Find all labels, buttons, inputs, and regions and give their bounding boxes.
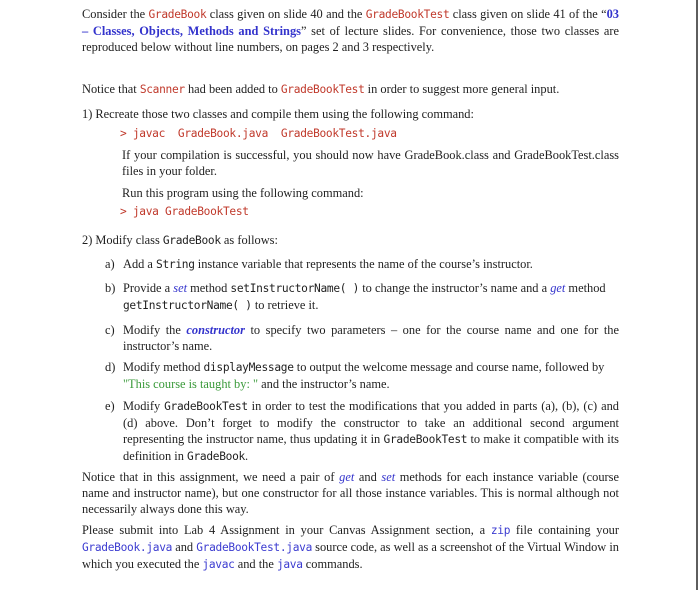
code-red-segment: GradeBook <box>148 8 207 21</box>
code-blue-segment: GradeBookTest.java <box>196 541 313 554</box>
code-red-segment: > java GradeBookTest <box>120 205 249 218</box>
text-segment: Add a <box>123 257 157 271</box>
text-segment: to retrieve it. <box>251 298 319 312</box>
code-segment: displayMessage <box>203 361 294 374</box>
code-red-segment: GradeBookTest <box>365 8 450 21</box>
code-segment: GradeBookTest <box>164 400 248 413</box>
text-segment: Consider the <box>82 7 149 21</box>
list-item-body <box>123 256 619 273</box>
list-item-a <box>82 256 619 273</box>
code-segment: GradeBook <box>162 234 221 247</box>
list-item-e <box>82 398 619 465</box>
text-segment: to output the welcome message and course name, followed by <box>293 360 605 374</box>
getset-note <box>82 469 619 517</box>
text-segment: source code, as well as a screenshot of the Virtual Window in which you executed the <box>82 540 619 571</box>
text-segment: class given on slide 41 of the “ <box>449 7 607 21</box>
intro-paragraph <box>82 6 619 55</box>
text-segment: methods for each instance variable (course name and instructor name), but one constructor for all those instance variables. This is normal although not necessarily always done this way. <box>82 470 619 516</box>
task1-heading <box>82 106 619 122</box>
text-segment: commands. <box>302 557 363 571</box>
list-item-body <box>123 280 619 314</box>
code-blue-segment: zip <box>490 524 511 537</box>
code-segment: setInstructorName( ) <box>230 282 360 295</box>
emphasis-term: get <box>550 281 566 295</box>
text-segment: to make it compatible with its definition in <box>123 432 619 463</box>
text-segment: Modify <box>123 399 165 413</box>
javac-command <box>120 125 619 142</box>
text-segment: in order to test the modifications that you added in parts (a), (b), (c) and (d) above. Don’t forget to modify the constructor to take an additional second argument representing the instructor name, thus updating it in <box>123 399 619 446</box>
text-segment: ” set of lecture slides. For convenience, those two classes are reproduced below without line numbers, on pages 2 and 3 respectively. <box>82 24 619 54</box>
text-segment: and <box>354 470 382 484</box>
list-item-body <box>123 359 619 392</box>
text-segment: and <box>172 540 197 554</box>
emphasis-term: constructor <box>186 323 245 337</box>
text-segment: If your compilation is successful, you should now have GradeBook.class and GradeBookTest.class files in your folder. <box>122 148 619 178</box>
code-red-segment: > javac GradeBook.java GradeBookTest.java <box>120 127 397 140</box>
text-segment: Please submit into Lab 4 Assignment in your Canvas Assignment section, a <box>82 523 491 537</box>
code-segment: getInstructorName( ) <box>123 299 252 312</box>
string-literal: "This course is taught by: " <box>123 377 259 391</box>
text-segment: had been added to <box>184 82 281 96</box>
text-segment: Modify the <box>123 323 187 337</box>
list-marker: c) <box>105 323 115 337</box>
run-note <box>122 185 619 201</box>
emphasis-term: set <box>381 470 396 484</box>
text-segment: to change the instructor’s name and a <box>359 281 551 295</box>
emphasis-term: get <box>339 470 355 484</box>
list-item-body <box>123 322 619 354</box>
java-command <box>120 203 619 220</box>
code-blue-segment: GradeBook.java <box>82 541 173 554</box>
text-segment: Modify method <box>123 360 204 374</box>
text-segment: method <box>565 281 606 295</box>
task2-heading <box>82 232 619 249</box>
code-segment: GradeBook <box>187 450 245 463</box>
code-red-segment: GradeBookTest <box>280 83 365 96</box>
code-red-segment: Scanner <box>139 83 185 96</box>
text-segment: 1) Recreate those two classes and compile them using the following command: <box>82 107 474 121</box>
text-segment: . <box>244 449 249 463</box>
list-item-body <box>123 398 619 465</box>
text-segment: in order to suggest more general input. <box>364 82 560 96</box>
list-marker: b) <box>105 281 116 295</box>
list-marker: d) <box>105 360 116 374</box>
list-marker: a) <box>105 257 115 271</box>
text-segment: method <box>187 281 231 295</box>
scanner-note <box>82 81 619 98</box>
slides-title-link[interactable]: 03 – Classes, Objects, Methods and Strings <box>82 7 619 38</box>
text-segment: and the <box>234 557 277 571</box>
text-segment: file containing your <box>510 523 619 537</box>
code-blue-segment: java <box>276 558 303 571</box>
text-segment: as follows: <box>220 233 278 247</box>
code-segment: GradeBookTest <box>383 433 468 446</box>
text-segment: Notice that <box>82 82 140 96</box>
code-segment: String <box>156 258 195 271</box>
text-segment: instance variable that represents the name of the course’s instructor. <box>194 257 533 271</box>
text-segment: Provide a <box>123 281 174 295</box>
text-segment: 2) Modify class <box>82 233 163 247</box>
compile-note <box>122 147 619 179</box>
assignment-text-content <box>82 6 619 573</box>
code-blue-segment: javac <box>202 558 235 571</box>
text-segment: class given on slide 40 and the <box>206 7 366 21</box>
text-segment: Run this program using the following command: <box>122 186 364 200</box>
emphasis-term: set <box>173 281 188 295</box>
submission-note <box>82 522 619 573</box>
list-item-c <box>82 322 619 354</box>
list-marker: e) <box>105 399 115 413</box>
text-segment: and the instructor’s name. <box>258 377 390 391</box>
text-segment: Notice that in this assignment, we need a pair of <box>82 470 340 484</box>
list-item-d <box>82 359 619 392</box>
text-segment: to specify two parameters – one for the course name and one for the instructor’s name. <box>123 323 619 353</box>
list-item-b <box>82 280 619 314</box>
